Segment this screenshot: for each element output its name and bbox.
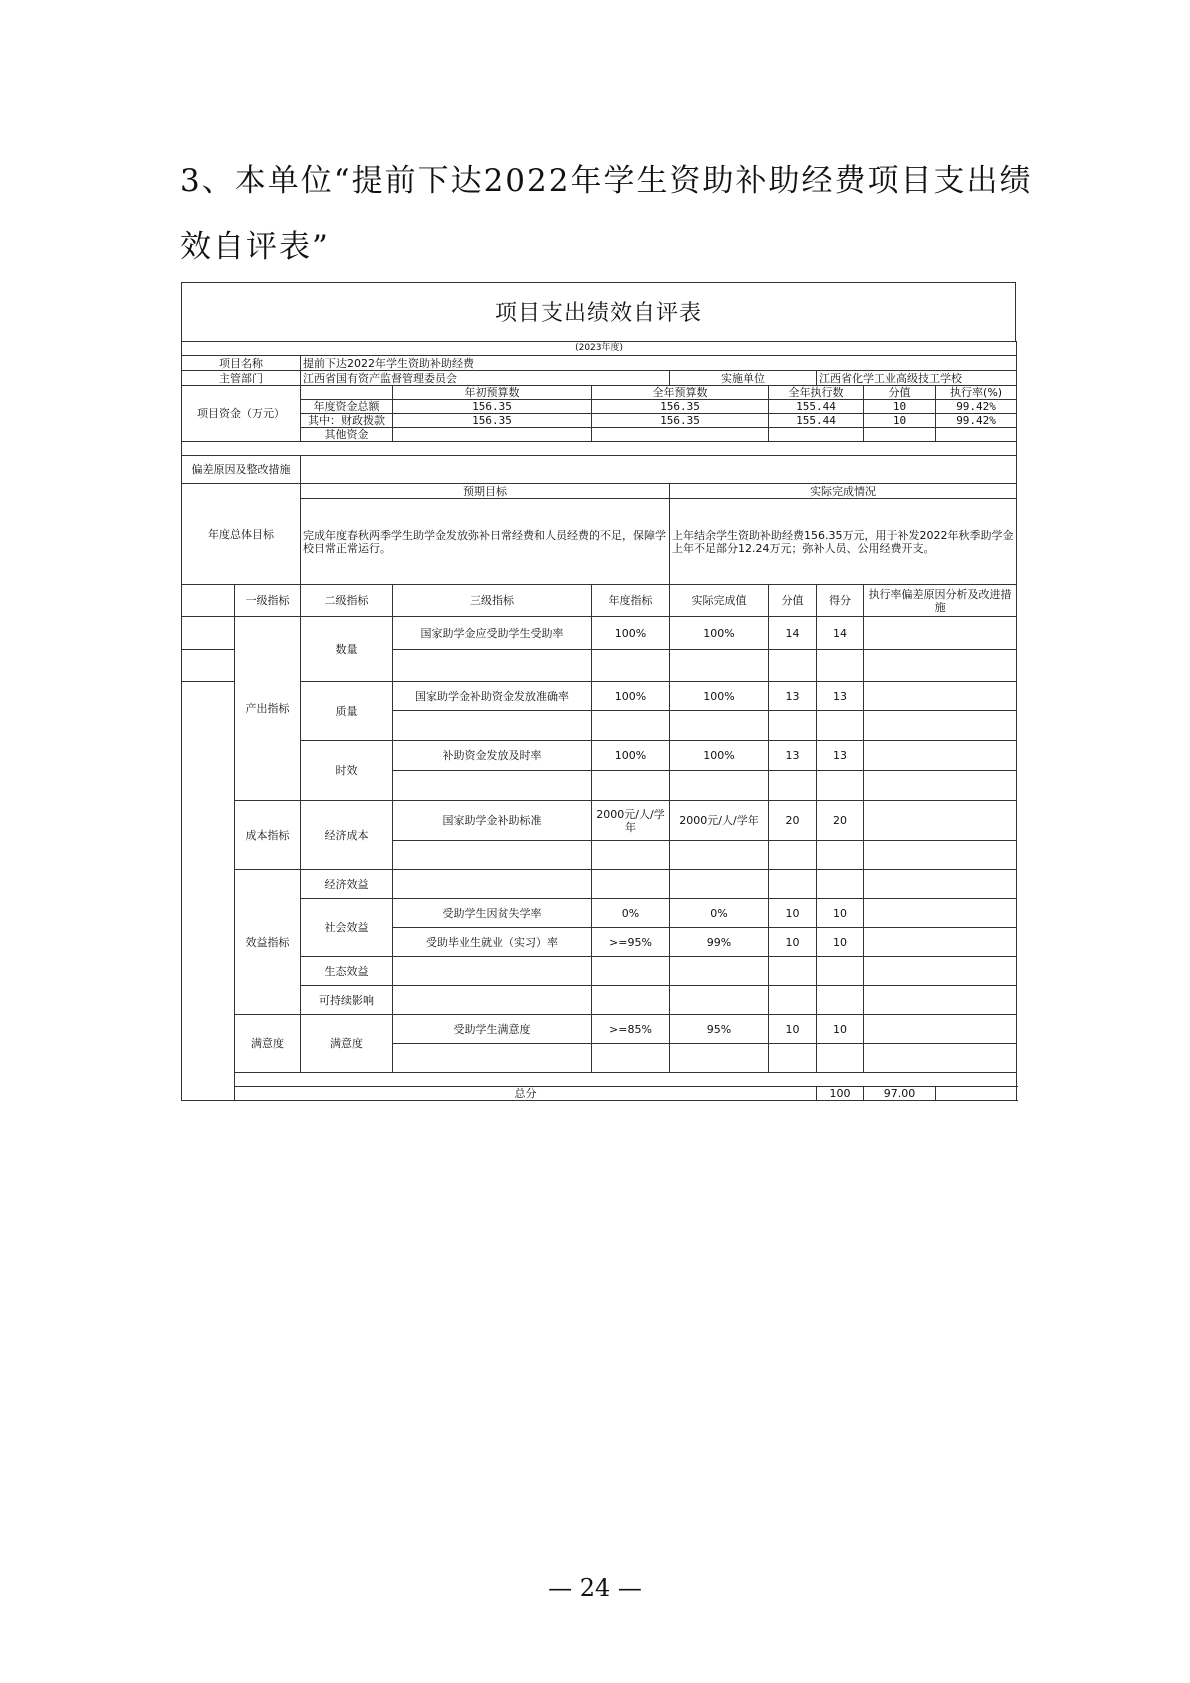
blank-cell — [182, 650, 235, 682]
funds-row-label: 其中：财政拨款 — [301, 414, 393, 428]
header-level2: 二级指标 — [301, 585, 393, 617]
funds-initial: 156.35 — [393, 414, 592, 428]
funds-header-rate: 执行率(%) — [936, 386, 1017, 400]
indicator-name: 受助学生满意度 — [393, 1015, 592, 1044]
funds-header-annual: 全年预算数 — [592, 386, 769, 400]
level2-quantity: 数量 — [301, 617, 393, 682]
funds-score-value: 10 — [864, 400, 936, 414]
indicator-target: 2000元/人/学年 — [592, 801, 670, 841]
spacer-row — [235, 1073, 1017, 1087]
group-satisfaction: 满意度 — [235, 1015, 301, 1073]
header-level1: 一级指标 — [235, 585, 301, 617]
total-analysis — [936, 1087, 1017, 1101]
impl-label: 实施单位 — [670, 371, 817, 386]
funds-row-fiscal — [182, 414, 1017, 428]
funds-header-blank — [301, 386, 393, 400]
goal-expected-text: 完成年度春秋两季学生助学金发放弥补日常经费和人员经费的不足，保障学校日常正常运行。 — [301, 499, 670, 585]
goal-label: 年度总体目标 — [182, 484, 301, 585]
indicator-name: 补助资金发放及时率 — [393, 741, 592, 771]
self-evaluation-sheet — [181, 282, 1016, 1101]
funds-annual: 156.35 — [592, 414, 769, 428]
heading-line-1: 3、本单位“提前下达2022年学生资助补助经费项目支出绩 — [180, 163, 1033, 199]
indicator-target: 100% — [592, 741, 670, 771]
indicator-target: 100% — [592, 617, 670, 650]
funds-score-value — [864, 428, 936, 442]
document-heading — [180, 148, 1040, 280]
indicator-target: 0% — [592, 899, 670, 928]
funds-row-label: 年度资金总额 — [301, 400, 393, 414]
indicator-analysis — [864, 928, 1017, 957]
indicator-name: 国家助学金应受助学生受助率 — [393, 617, 592, 650]
sheet-title: 项目支出绩效自评表 — [181, 282, 1016, 341]
evaluation-table — [181, 341, 1017, 1101]
total-row — [182, 1087, 1017, 1101]
total-value: 100 — [817, 1087, 864, 1101]
group-output: 产出指标 — [235, 617, 301, 801]
deviation-value — [301, 456, 1017, 484]
indicator-analysis — [864, 1015, 1017, 1044]
year-label: (2023年度) — [182, 342, 1017, 356]
total-score: 97.00 — [864, 1087, 936, 1101]
indicator-analysis — [864, 682, 1017, 711]
indicator-row — [182, 801, 1017, 841]
blank-cell — [182, 617, 235, 650]
funds-annual — [592, 428, 769, 442]
funds-row-total — [182, 400, 1017, 414]
indicator-name: 受助毕业生就业（实习）率 — [393, 928, 592, 957]
blank-cell — [182, 682, 235, 1101]
indicator-actual: 2000元/人/学年 — [670, 801, 769, 841]
header-deviation-analysis: 执行率偏差原因分析及改进措施 — [864, 585, 1017, 617]
level2-ecological-benefit: 生态效益 — [301, 957, 393, 986]
indicator-value: 10 — [769, 1015, 817, 1044]
indicator-value: 20 — [769, 801, 817, 841]
group-benefit: 效益指标 — [235, 870, 301, 1015]
header-score-value: 分值 — [769, 585, 817, 617]
funds-row-label: 其他资金 — [301, 428, 393, 442]
indicator-score: 10 — [817, 1015, 864, 1044]
indicator-analysis — [864, 899, 1017, 928]
indicator-score: 10 — [817, 899, 864, 928]
goal-actual-header: 实际完成情况 — [670, 484, 1017, 499]
funds-rate: 99.42% — [936, 400, 1017, 414]
funds-score-value: 10 — [864, 414, 936, 428]
header-score: 得分 — [817, 585, 864, 617]
funds-executed: 155.44 — [769, 400, 864, 414]
header-actual-value: 实际完成值 — [670, 585, 769, 617]
indicator-value: 13 — [769, 682, 817, 711]
indicator-actual: 99% — [670, 928, 769, 957]
indicator-row — [182, 741, 1017, 771]
page-number: — 24 — — [548, 1574, 642, 1602]
level2-quality: 质量 — [301, 682, 393, 741]
indicator-header-blank — [182, 585, 235, 617]
indicator-value: 10 — [769, 928, 817, 957]
indicator-score: 13 — [817, 741, 864, 771]
level2-satisfaction: 满意度 — [301, 1015, 393, 1073]
indicator-actual: 100% — [670, 682, 769, 711]
deviation-label: 偏差原因及整改措施 — [182, 456, 301, 484]
level2-sustainable: 可持续影响 — [301, 986, 393, 1015]
spacer-row — [182, 442, 1017, 456]
level2-economic-cost: 经济成本 — [301, 801, 393, 870]
indicator-score: 10 — [817, 928, 864, 957]
indicator-name: 受助学生因贫失学率 — [393, 899, 592, 928]
dept-label: 主管部门 — [182, 371, 301, 386]
level2-social-benefit: 社会效益 — [301, 899, 393, 957]
funds-initial — [393, 428, 592, 442]
indicator-target: >=85% — [592, 1015, 670, 1044]
indicator-actual: 100% — [670, 617, 769, 650]
indicator-row — [182, 617, 1017, 650]
funds-label: 项目资金（万元） — [182, 386, 301, 442]
indicator-row — [182, 1015, 1017, 1044]
indicator-score: 13 — [817, 682, 864, 711]
header-annual-target: 年度指标 — [592, 585, 670, 617]
group-cost: 成本指标 — [235, 801, 301, 870]
funds-header-initial: 年初预算数 — [393, 386, 592, 400]
level2-economic-benefit: 经济效益 — [301, 870, 393, 899]
funds-annual: 156.35 — [592, 400, 769, 414]
indicator-score: 14 — [817, 617, 864, 650]
indicator-value: 10 — [769, 899, 817, 928]
indicator-actual: 95% — [670, 1015, 769, 1044]
header-level3: 三级指标 — [393, 585, 592, 617]
funds-header-executed: 全年执行数 — [769, 386, 864, 400]
impl-value: 江西省化学工业高级技工学校 — [817, 371, 1017, 386]
goal-expected-header: 预期目标 — [301, 484, 670, 499]
indicator-analysis — [864, 617, 1017, 650]
indicator-row — [182, 899, 1017, 928]
funds-rate: 99.42% — [936, 414, 1017, 428]
indicator-analysis — [864, 801, 1017, 841]
funds-row-other — [182, 428, 1017, 442]
indicator-actual: 100% — [670, 741, 769, 771]
indicator-actual: 0% — [670, 899, 769, 928]
project-name-label: 项目名称 — [182, 356, 301, 371]
indicator-value: 13 — [769, 741, 817, 771]
indicator-target: 100% — [592, 682, 670, 711]
level2-timeliness: 时效 — [301, 741, 393, 801]
funds-initial: 156.35 — [393, 400, 592, 414]
indicator-target: >=95% — [592, 928, 670, 957]
indicator-name: 国家助学金补助标准 — [393, 801, 592, 841]
funds-executed — [769, 428, 864, 442]
dept-value: 江西省国有资产监督管理委员会 — [301, 371, 670, 386]
heading-line-2: 效自评表” — [180, 229, 330, 265]
total-label: 总分 — [235, 1087, 817, 1101]
funds-header-score-value: 分值 — [864, 386, 936, 400]
indicator-row — [182, 682, 1017, 711]
indicator-value: 14 — [769, 617, 817, 650]
project-name-value: 提前下达2022年学生资助补助经费 — [301, 356, 1017, 371]
indicator-name: 国家助学金补助资金发放准确率 — [393, 682, 592, 711]
indicator-score: 20 — [817, 801, 864, 841]
funds-executed: 155.44 — [769, 414, 864, 428]
funds-rate — [936, 428, 1017, 442]
goal-actual-text: 上年结余学生资助补助经费156.35万元，用于补发2022年秋季助学金上年不足部分12.24万元；弥补人员、公用经费开支。 — [670, 499, 1017, 585]
indicator-analysis — [864, 741, 1017, 771]
